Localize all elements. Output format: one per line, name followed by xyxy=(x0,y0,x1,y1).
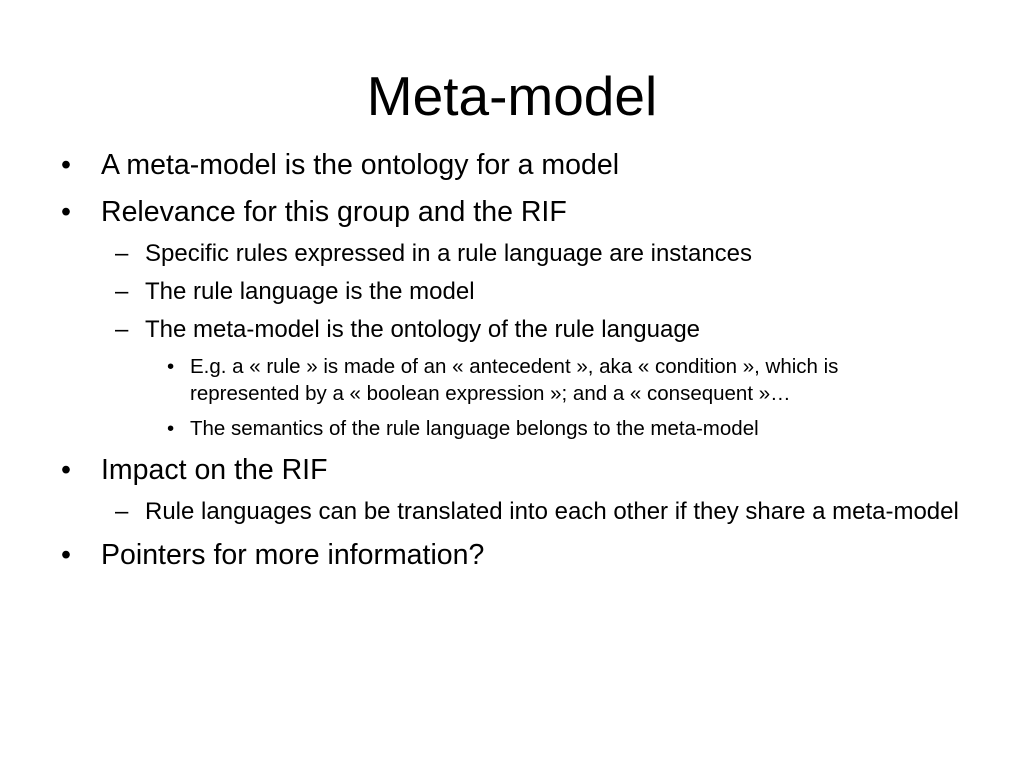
bullet-text: E.g. a « rule » is made of an « antecedent », aka « condition », which is represented by a « boolean expression »; and a « consequent »… xyxy=(190,355,839,405)
bullet-text: Relevance for this group and the RIF xyxy=(101,196,567,228)
dash-icon: – xyxy=(115,240,129,267)
bullet-item-level1 xyxy=(0,450,1024,490)
bullet-icon: • xyxy=(61,454,71,486)
bullet-text: The semantics of the rule language belongs to the meta-model xyxy=(190,417,759,440)
bullet-item-level2 xyxy=(0,277,1024,307)
bullet-text: Pointers for more information? xyxy=(101,539,485,571)
bullet-item-level1 xyxy=(0,535,1024,575)
slide-title: Meta-model xyxy=(366,65,658,127)
bullet-icon: • xyxy=(61,196,71,228)
bullet-item-level2 xyxy=(0,497,1024,527)
bullet-text: Impact on the RIF xyxy=(101,454,328,486)
bullet-item-level3 xyxy=(0,353,1024,407)
bullet-list xyxy=(0,145,1024,582)
bullet-icon: • xyxy=(61,539,71,571)
bullet-icon: • xyxy=(167,417,175,440)
bullet-icon: • xyxy=(167,355,175,378)
bullet-text: The rule language is the model xyxy=(145,278,475,305)
bullet-text: Rule languages can be translated into each other if they share a meta-model xyxy=(145,498,959,525)
bullet-item-level1 xyxy=(0,192,1024,232)
bullet-text: Specific rules expressed in a rule language are instances xyxy=(145,240,753,267)
bullet-item-level2 xyxy=(0,239,1024,269)
bullet-item-level1 xyxy=(0,145,1024,185)
bullet-icon: • xyxy=(61,149,71,181)
bullet-text: A meta-model is the ontology for a model xyxy=(101,149,620,181)
dash-icon: – xyxy=(115,278,129,305)
bullet-item-level3 xyxy=(0,415,1024,442)
bullet-item-level2 xyxy=(0,315,1024,345)
bullet-text: The meta-model is the ontology of the rule language xyxy=(145,316,701,343)
dash-icon: – xyxy=(115,498,129,525)
dash-icon: – xyxy=(115,316,129,343)
